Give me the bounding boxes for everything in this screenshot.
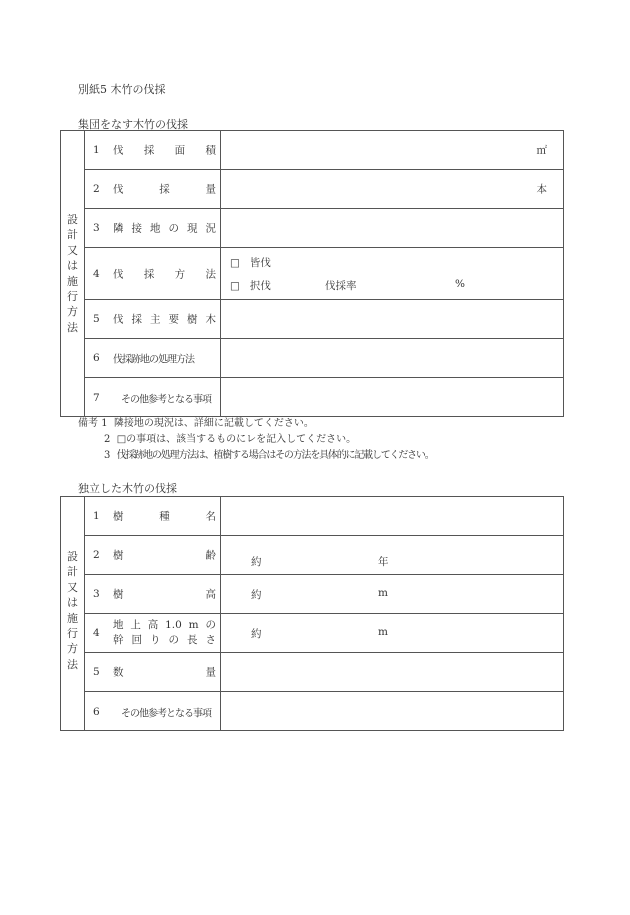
trunk-girth-field[interactable]	[221, 614, 563, 652]
section1-heading: 集団をなす木竹の伐採	[78, 118, 188, 131]
row-label: その他参考となる事項	[121, 708, 211, 719]
tree-age-field[interactable]	[221, 536, 563, 574]
side-label: 設 計 又 は 施 行 方 法	[67, 550, 78, 671]
section2-heading: 独立した木竹の伐採	[78, 482, 177, 495]
felling-area-field[interactable]	[221, 131, 563, 169]
unit-label: ㎡	[536, 144, 547, 157]
row-trunk-girth: 4 地 上 高 1.0 m の 幹 回 り の 長 さ 約 m	[85, 614, 563, 653]
row-felling-area: 1 伐 採 面 積 ㎡	[85, 131, 563, 170]
row-felling-method: 4 伐 採 方 法 □ 皆伐 □ 択伐 伐採率 %	[85, 248, 563, 300]
row-label: 隣 接 地 の 現 況	[113, 222, 216, 235]
row-main-species: 5 伐 採 主 要 樹 木	[85, 300, 563, 339]
row-label: 伐採跡地の処理方法	[113, 354, 194, 366]
row-label: 地 上 高 1.0 m の 幹 回 り の 長 さ	[113, 619, 216, 646]
row-tree-age: 2 樹 齢 約 年	[85, 536, 563, 575]
document-title: 別紙5 木竹の伐採	[78, 83, 166, 96]
species-name-field[interactable]	[221, 497, 563, 535]
row-quantity: 5 数 量	[85, 653, 563, 692]
side-label-column	[61, 497, 85, 730]
note-2: 2 □の事項は、該当するものにレを記入してください。	[104, 434, 357, 445]
option-clear-cut[interactable]: □ 皆伐	[230, 257, 271, 269]
unit-label: m	[378, 626, 388, 638]
felling-rate-label: 伐採率	[325, 280, 357, 292]
percent-unit: %	[455, 278, 465, 290]
table-individual-felling	[60, 496, 564, 731]
row-tree-height: 3 樹 高 約 m	[85, 575, 563, 614]
approx-label: 約	[251, 556, 262, 568]
table-group-felling	[60, 130, 564, 417]
side-label-column	[61, 131, 85, 416]
main-species-field[interactable]	[221, 300, 563, 338]
checkbox-icon[interactable]: □	[230, 257, 240, 269]
other-matters-field[interactable]	[221, 692, 563, 731]
tree-height-field[interactable]	[221, 575, 563, 613]
row-label: 伐 採 方 法	[113, 268, 216, 280]
quantity-field[interactable]	[221, 653, 563, 691]
row-site-treatment: 6 伐採跡地の処理方法	[85, 339, 563, 378]
notes	[78, 416, 434, 464]
row-label: その他参考となる事項	[121, 394, 211, 405]
row-other-matters: 6 その他参考となる事項	[85, 692, 563, 731]
felling-volume-field[interactable]	[221, 170, 563, 208]
approx-label: 約	[251, 628, 262, 640]
unit-label: m	[378, 587, 388, 599]
checkbox-icon[interactable]: □	[230, 280, 240, 292]
unit-label: 年	[378, 556, 389, 568]
note-1: 備考 1 隣接地の現況は、詳細に記載してください。	[78, 418, 314, 429]
option-selective-cut[interactable]: □ 択伐 伐採率 %	[230, 278, 465, 292]
side-label: 設 計 又 は 施 行 方 法	[67, 213, 78, 334]
row-label: 伐 採 主 要 樹 木	[113, 313, 216, 326]
row-label: 数 量	[113, 666, 216, 679]
row-species-name: 1 樹 種 名	[85, 497, 563, 536]
adjacent-land-field[interactable]	[221, 209, 563, 247]
row-other-matters: 7 その他参考となる事項	[85, 378, 563, 417]
approx-label: 約	[251, 589, 262, 601]
row-label: 伐 採 面 積	[113, 144, 216, 157]
row-felling-volume: 2 伐 採 量 本	[85, 170, 563, 209]
row-adjacent-land: 3 隣 接 地 の 現 況	[85, 209, 563, 248]
site-treatment-field[interactable]	[221, 339, 563, 377]
unit-label: 本	[536, 183, 547, 196]
row-label: 樹 種 名	[113, 510, 216, 523]
row-label: 伐 採 量	[113, 183, 216, 196]
note-3: 3 伐採跡地の処理方法は、植樹する場合はその方法を具体的に記載してください。	[104, 450, 434, 461]
row-label: 樹 齢	[113, 549, 216, 562]
row-label: 樹 高	[113, 588, 216, 601]
other-matters-field[interactable]	[221, 378, 563, 417]
